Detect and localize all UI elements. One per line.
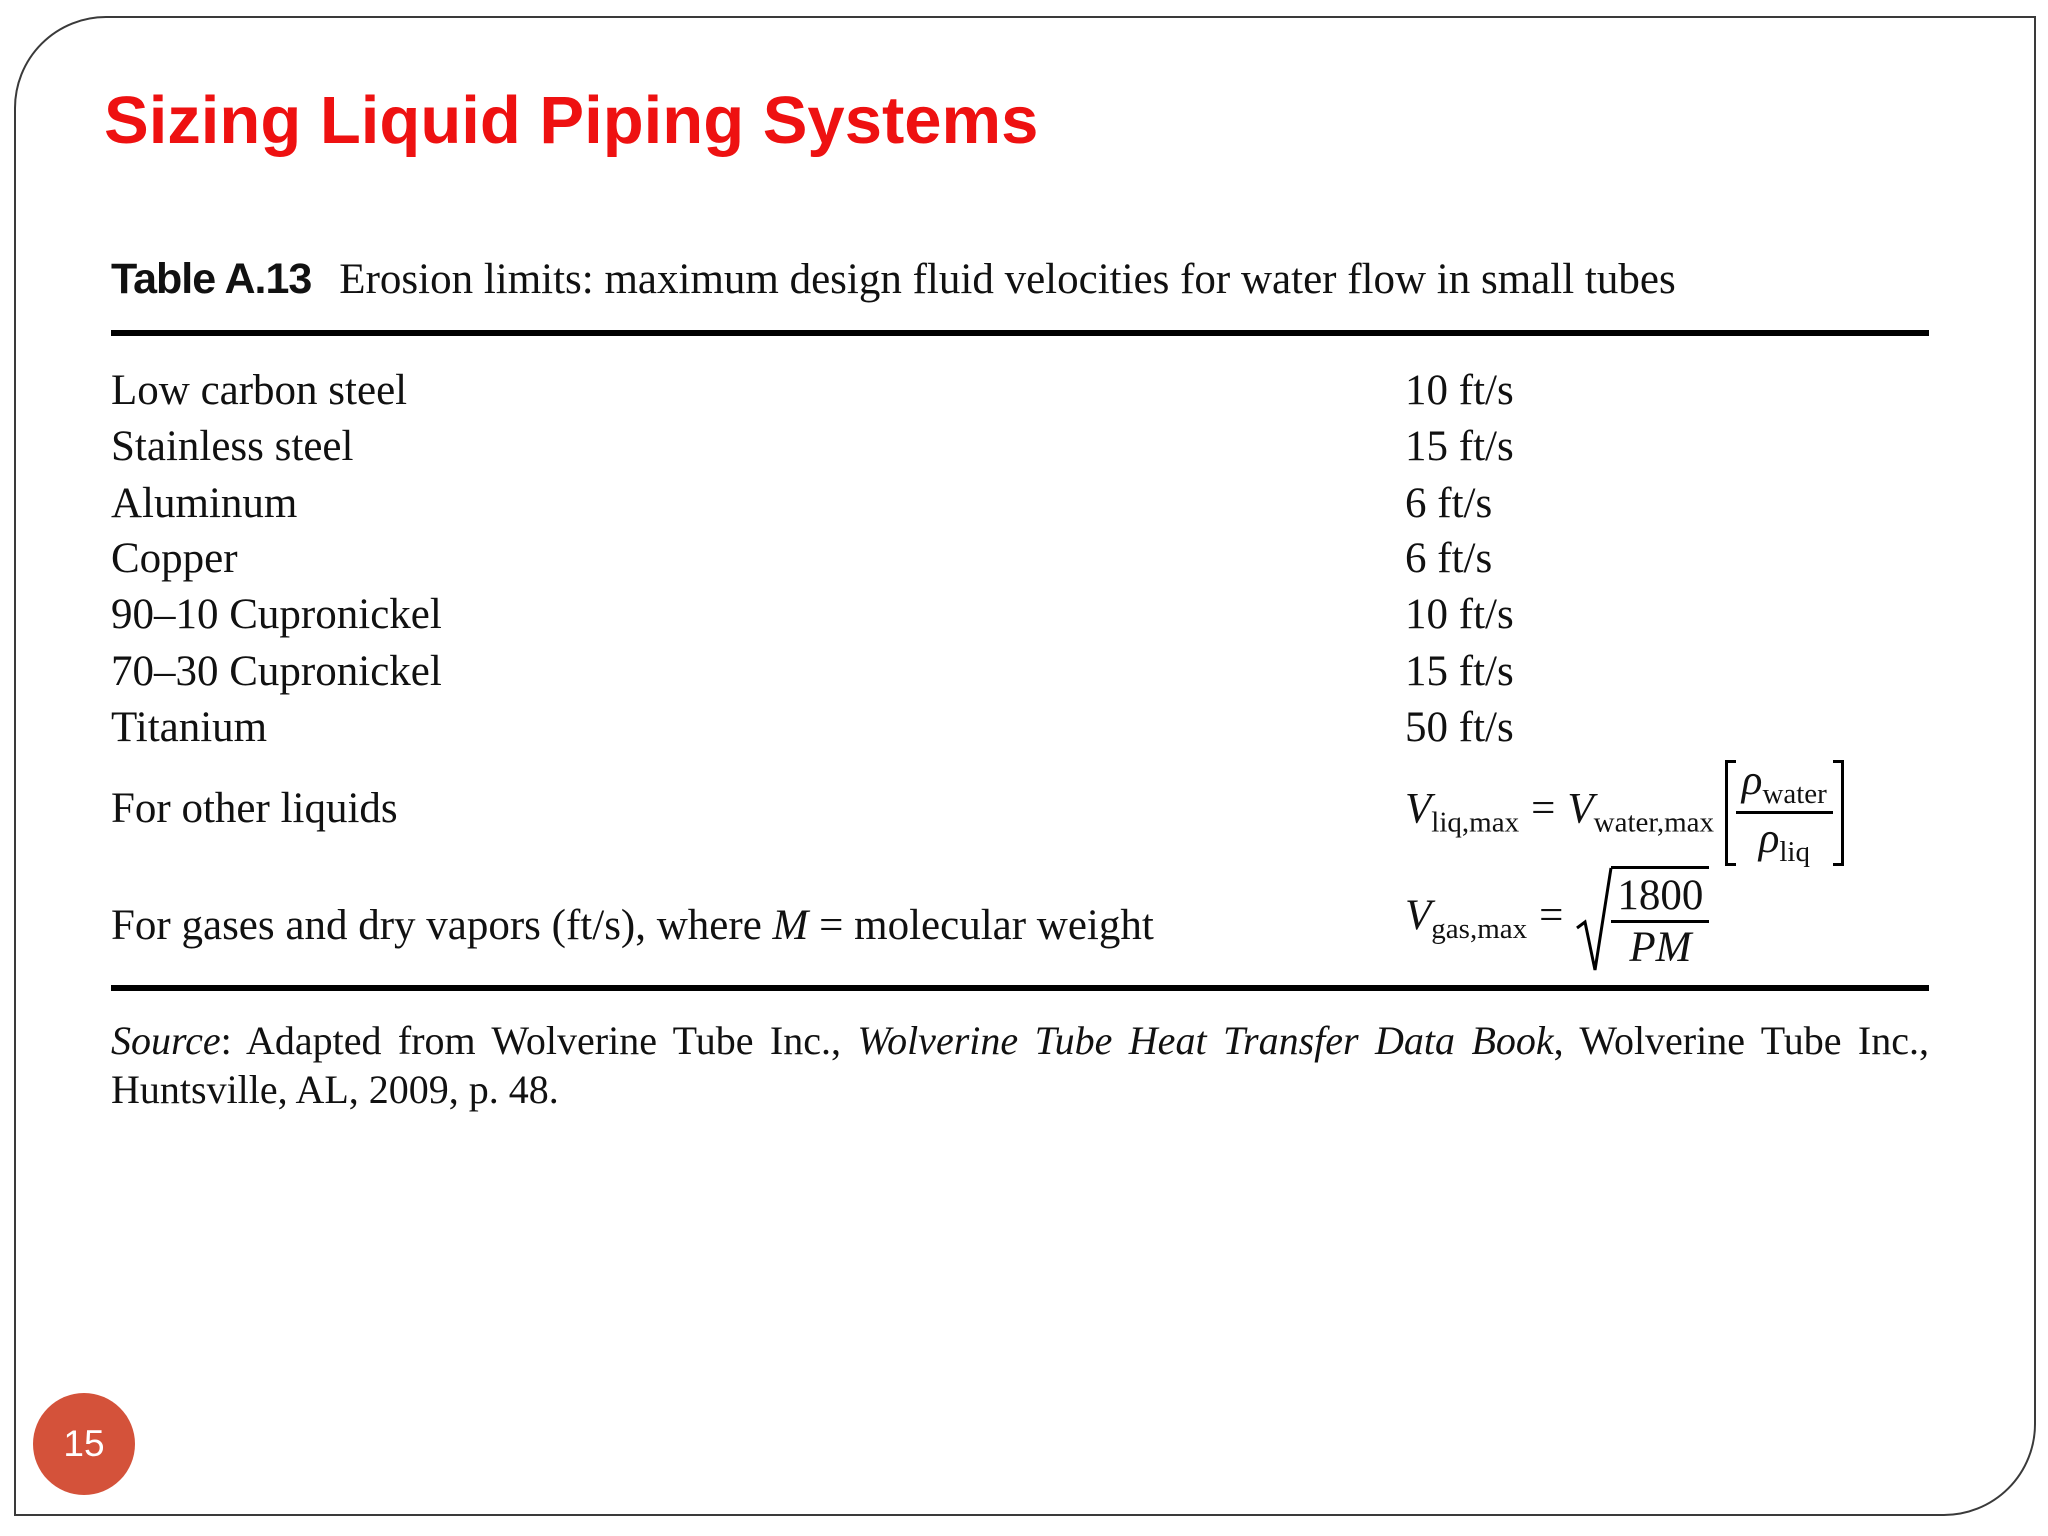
row-label-other-liquids: For other liquids [111, 785, 398, 832]
row-velocity-low-carbon-steel: 10 ft/s [1405, 367, 1514, 414]
row-velocity-stainless-steel: 15 ft/s [1405, 423, 1514, 470]
source-text-2: , Wolverine Tube Inc., Huntsville, AL, 2009, p. 48. [111, 1018, 1930, 1112]
square-root [1575, 866, 1709, 972]
table-caption [111, 255, 1676, 304]
formula-rhs-subscript: water,max [1593, 806, 1715, 839]
gases-label-suffix: = molecular weight [808, 902, 1154, 949]
row-material-copper: Copper [111, 535, 238, 582]
row-velocity-titanium: 50 ft/s [1405, 704, 1514, 751]
gas-formula-lhs-subscript: gas,max [1431, 912, 1528, 945]
left-bracket [1725, 760, 1736, 866]
formula-rhs-symbol: V [1567, 785, 1594, 833]
table-top-rule [111, 330, 1929, 336]
density-ratio-fraction [1736, 756, 1833, 869]
source-label: Source [111, 1018, 221, 1063]
formula-gases [1405, 866, 1709, 972]
row-label-gases [111, 904, 1154, 947]
row-material-titanium: Titanium [111, 704, 268, 751]
rho-water-symbol: ρ [1741, 757, 1763, 804]
row-material-aluminum: Aluminum [111, 480, 298, 527]
row-material-70-30-cupronickel: 70–30 Cupronickel [111, 648, 442, 695]
table-source-note [111, 1016, 1929, 1114]
gases-label-prefix: For gases and dry vapors (ft/s), where [111, 902, 773, 949]
source-book-title: Wolverine Tube Heat Transfer Data Book [857, 1018, 1554, 1063]
formula-lhs-subscript: liq,max [1431, 806, 1520, 839]
formula-equals: = [1531, 785, 1556, 833]
row-material-90-10-cupronickel: 90–10 Cupronickel [111, 591, 442, 638]
table-label: Table A.13 [111, 255, 312, 303]
table-bottom-rule [111, 985, 1929, 991]
right-bracket [1833, 760, 1844, 866]
row-velocity-70-30-cupronickel: 15 ft/s [1405, 648, 1514, 695]
row-material-low-carbon-steel: Low carbon steel [111, 367, 408, 414]
formula-lhs-symbol: V [1405, 785, 1432, 833]
fraction-numerator [1736, 756, 1833, 814]
gas-fraction-denominator: PM [1629, 924, 1692, 971]
fraction-denominator [1736, 814, 1833, 869]
table-caption-text: Erosion limits: maximum design fluid velocities for water flow in small tubes [339, 256, 1676, 303]
row-velocity-copper: 6 ft/s [1405, 535, 1493, 582]
page-number-badge: 15 [33, 1393, 135, 1495]
row-velocity-aluminum: 6 ft/s [1405, 480, 1493, 527]
gas-formula-lhs-symbol: V [1405, 891, 1432, 939]
row-material-stainless-steel: Stainless steel [111, 423, 354, 470]
rho-liq-symbol: ρ [1758, 815, 1780, 862]
gases-label-variable: M [772, 902, 809, 949]
rho-water-subscript: water [1762, 778, 1827, 810]
slide-title: Sizing Liquid Piping Systems [104, 83, 1039, 158]
gas-fraction-numerator: 1800 [1611, 871, 1709, 923]
source-text-1: : Adapted from Wolverine Tube Inc., [220, 1018, 858, 1063]
row-velocity-90-10-cupronickel: 10 ft/s [1405, 591, 1514, 638]
gas-fraction [1611, 871, 1709, 972]
rho-liq-subscript: liq [1779, 836, 1810, 868]
sqrt-content [1611, 866, 1709, 972]
gas-formula-equals: = [1539, 891, 1564, 939]
formula-other-liquids [1405, 756, 1844, 869]
radical-sign-icon [1575, 866, 1615, 976]
